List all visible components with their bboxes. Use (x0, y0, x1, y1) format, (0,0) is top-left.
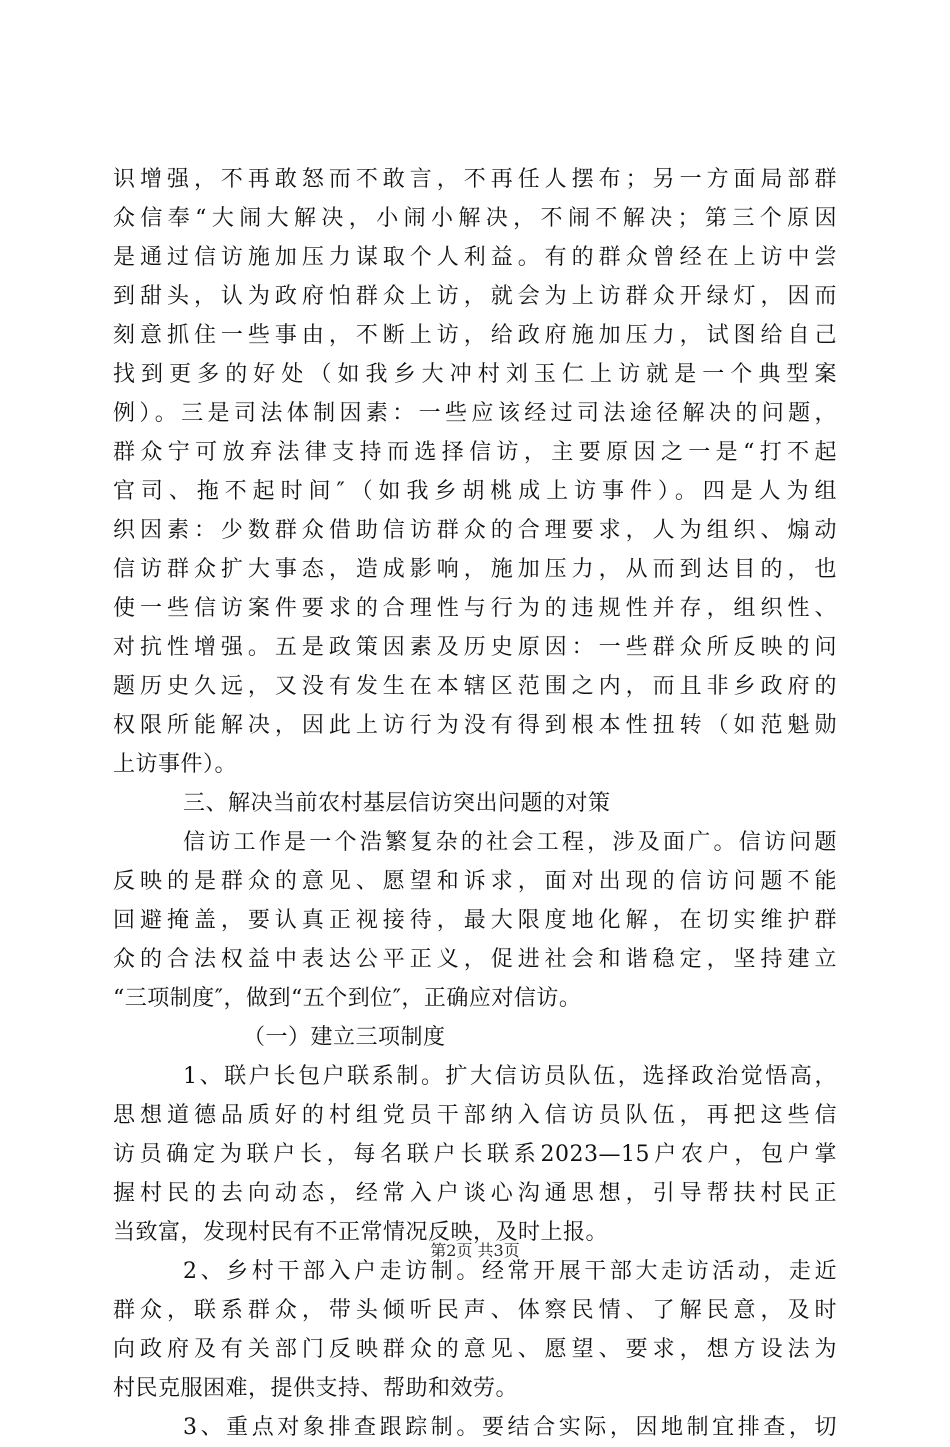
text-line: 使一些信访案件要求的合理性与行为的违规性并存，组织性、 (113, 596, 837, 621)
text-line: 织因素：少数群众借助信访群众的合理要求，人为组织、煽动 (113, 518, 837, 543)
text-line: 2、乡村干部入户走访制。经常开展干部大走访活动，走近 (183, 1259, 837, 1284)
text-line: 思想道德品质好的村组党员干部纳入信访员队伍，再把这些信 (113, 1103, 837, 1128)
text-line: 识增强，不再敢怒而不敢言，不再任人摆布；另一方面局部群 (113, 167, 837, 192)
text-line: 向政府及有关部门反映群众的意见、愿望、要求，想方设法为 (113, 1337, 837, 1362)
text-line: 到甜头，认为政府怕群众上访，就会为上访群众开绿灯，因而 (113, 284, 837, 309)
text-line: 是通过信访施加压力谋取个人利益。有的群众曾经在上访中尝 (113, 245, 837, 270)
text-line: 官司、拖不起时间″（如我乡胡桃成上访事件）。四是人为组 (113, 479, 837, 504)
text-line: 1、联户长包户联系制。扩大信访员队伍，选择政治觉悟高， (183, 1064, 837, 1089)
text-line: 信访工作是一个浩繁复杂的社会工程，涉及面广。信访问题 (183, 830, 837, 855)
text-line: 群众宁可放弃法律支持而选择信访，主要原因之一是“打不起 (113, 440, 837, 465)
text-line: “三项制度″，做到“五个到位″，正确应对信访。 (113, 986, 582, 1011)
text-line: 对抗性增强。五是政策因素及历史原因：一些群众所反映的问 (113, 635, 837, 660)
text-line: 反映的是群众的意见、愿望和诉求，面对出现的信访问题不能 (113, 869, 837, 894)
text-line: 题历史久远，又没有发生在本辖区范围之内，而且非乡政府的 (113, 674, 837, 699)
text-line: 权限所能解决，因此上访行为没有得到根本性扭转（如范魁勋 (113, 713, 837, 738)
text-line: 例）。三是司法体制因素：一些应该经过司法途径解决的问题， (113, 401, 837, 426)
text-line: 众的合法权益中表达公平正义，促进社会和谐稳定，坚持建立 (113, 947, 837, 972)
text-line: 上访事件）。 (113, 752, 238, 777)
text-line: 众信奉“大闹大解决，小闹小解决，不闹不解决；第三个原因 (113, 206, 837, 231)
text-line: 握村民的去向动态，经常入户谈心沟通思想，引导帮扶村民正 (113, 1181, 837, 1206)
text-line: 访员确定为联户长，每名联户长联系2023—15户农户，包户掌 (113, 1142, 837, 1167)
text-line: 刻意抓住一些事由，不断上访，给政府施加压力，试图给自己 (113, 323, 837, 348)
page-footer (0, 1241, 950, 1261)
text-line: 找到更多的好处（如我乡大冲村刘玉仁上访就是一个典型案 (113, 362, 837, 387)
text-line: 当致富，发现村民有不正常情况反映，及时上报。 (113, 1220, 609, 1245)
page-number: 第2页 共3页 (430, 1241, 520, 1260)
text-line: 群众，联系群众，带头倾听民声、体察民情、了解民意，及时 (113, 1298, 837, 1323)
text-line: 回避掩盖，要认真正视接待，最大限度地化解，在切实维护群 (113, 908, 837, 933)
text-line: 3、重点对象排查跟踪制。要结合实际，因地制宜排查，切 (183, 1415, 837, 1440)
subsection-heading: （一）建立三项制度 (243, 1025, 446, 1050)
text-line: 信访群众扩大事态，造成影响，施加压力，从而到达目的，也 (113, 557, 837, 582)
section-heading: 三、解决当前农村基层信访突出问题的对策 (183, 791, 611, 816)
text-line: 村民克服困难，提供支持、帮助和效劳。 (113, 1376, 519, 1401)
